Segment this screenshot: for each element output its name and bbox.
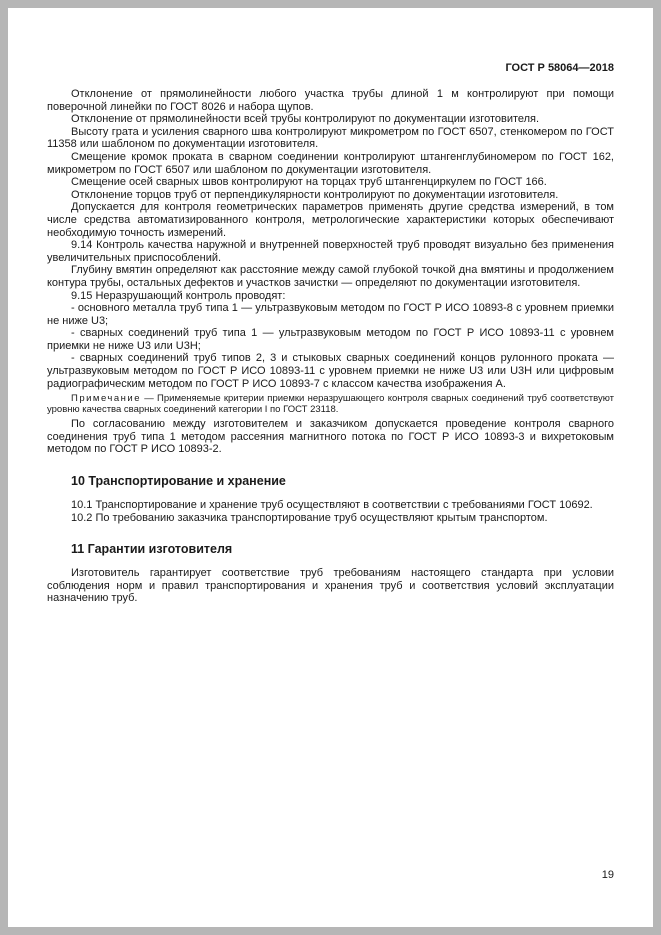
running-header-doc-code: ГОСТ Р 58064—2018	[505, 62, 614, 74]
paragraph-clause-10-2: 10.2 По требованию заказчика транспортирование труб осуществляют крытым транспортом.	[71, 511, 548, 524]
paragraph: Отклонение торцов труб от перпендикулярности контролируют по документации изготовителя.	[71, 188, 559, 201]
paragraph: Отклонение от прямолинейности всей трубы контролируют по документации изготовителя.	[71, 113, 540, 126]
page-number: 19	[601, 869, 614, 881]
section-11-title: 11 Гарантии изготовителя	[71, 542, 233, 557]
note-text: — Применяемые критерии приемки неразрушающего контроля сварных соединений труб соответствуют уровню качества сварных соединений категории I по ГОСТ 23118.	[47, 393, 614, 416]
page-content	[47, 88, 614, 605]
note-paragraph	[47, 393, 614, 415]
note-label: Примечание	[71, 393, 141, 405]
paragraph-clause-9-14: 9.14 Контроль качества наружной и внутренней поверхностей труб проводят визуально без применения увеличительных приспособлений.	[47, 239, 614, 264]
paragraph: Изготовитель гарантирует соответствие труб требованиям настоящего стандарта при условии соблюдения норм и правил транспортирования и хранения труб и соответствия условий эксплуатации назначению труб.	[47, 567, 614, 605]
paragraph: Высоту грата и усиления сварного шва контролируют микрометром по ГОСТ 6507, стенкомером по ГОСТ 11358 или шаблоном по документации изготовителя.	[47, 125, 614, 151]
paragraph: Смещение кромок проката в сварном соединении контролируют штангенглубиномером по ГОСТ 162, микрометром по ГОСТ 6507 или шаблоном по документации изготовителя.	[47, 150, 614, 176]
document-page	[8, 8, 653, 927]
paragraph-clause-10-1: 10.1 Транспортирование и хранение труб осуществляют в соответствии с требованиями ГОСТ 10692.	[71, 499, 593, 512]
paragraph: Отклонение от прямолинейности любого участка трубы длиной 1 м контролируют при помощи поверочной линейки по ГОСТ 8026 и набора щупов.	[47, 88, 614, 113]
paragraph: Допускается для контроля геометрических параметров применять другие средства измерений, в том числе средства автоматизированного контроля, метрологические характеристики которых обеспечивают необходимую точность измерений.	[47, 201, 614, 239]
section-10-title: 10 Транспортирование и хранение	[71, 474, 286, 489]
list-item: - сварных соединений труб типа 1 — ультразвуковым методом по ГОСТ Р ИСО 10893-11 с уровнем приемки не ниже U3 или U3H;	[47, 327, 614, 352]
paragraph: Смещение осей сварных швов контролируют на торцах труб штангенциркулем по ГОСТ 166.	[71, 176, 547, 189]
list-item: - сварных соединений труб типов 2, 3 и стыковых сварных соединений концов рулонного проката — ультразвуковым методом по ГОСТ Р ИСО 10893-11 с уровнем приемки не ниже U3 или U3H или цифровым радиографическим методом по ГОСТ Р ИСО 10893-7 с классом качества изображения А.	[47, 352, 614, 390]
paragraph-clause-9-15: 9.15 Неразрушающий контроль проводят:	[71, 289, 286, 302]
list-item: - основного металла труб типа 1 — ультразвуковым методом по ГОСТ Р ИСО 10893-8 с уровнем приемки не ниже U3;	[47, 302, 614, 327]
paragraph: По согласованию между изготовителем и заказчиком допускается проведение контроля сварного соединения труб типа 1 методом рассеяния магнитного потока по ГОСТ Р ИСО 10893-3 и вихретоковым методом по ГОСТ Р ИСО 10893-2.	[47, 418, 614, 456]
paragraph: Глубину вмятин определяют как расстояние между самой глубокой точкой дна вмятины и продолжением контура трубы, остальных дефектов и участков зачистки — определяют по документации изготовителя.	[47, 264, 614, 289]
